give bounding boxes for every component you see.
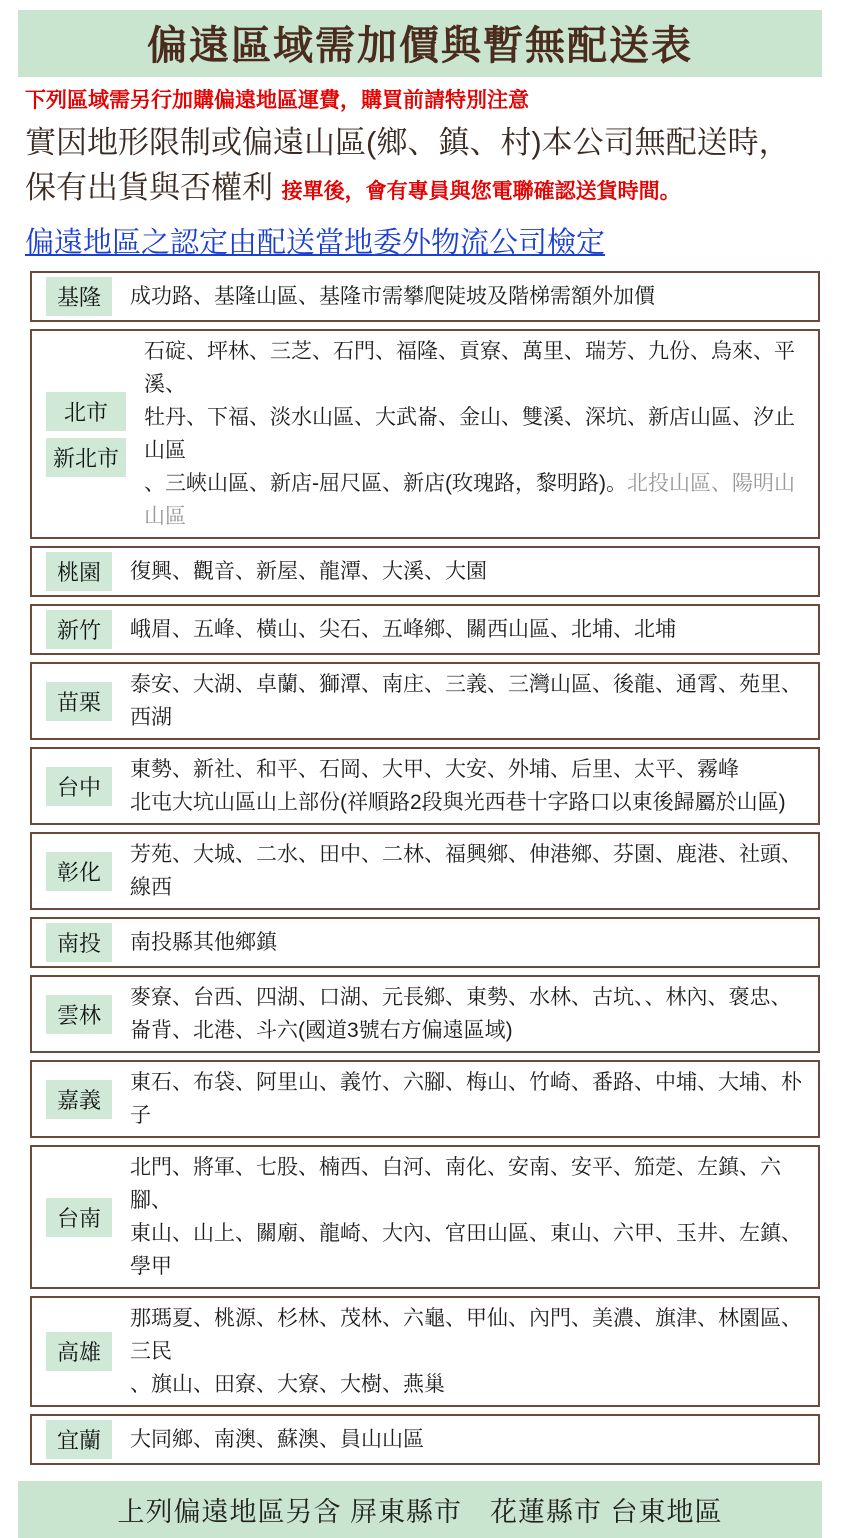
region-areas-line: 、三峽山區、新店-屈尺區、新店(玫瑰路，黎明路)。北投山區、陽明山山區 — [144, 472, 795, 528]
delivery-notice — [25, 120, 850, 214]
region-label-column — [46, 767, 112, 806]
region-areas-line: 芳苑、大城、二水、田中、二林、福興鄉、伸港鄉、芬園、鹿港、社頭、線西 — [130, 843, 802, 899]
region-label: 南投 — [46, 923, 112, 962]
region-row — [30, 1296, 820, 1407]
region-areas-line: 北門、將軍、七股、楠西、白河、南化、安南、安平、笳萣、左鎮、六腳、 — [130, 1156, 781, 1212]
region-label: 北市 — [46, 392, 126, 431]
region-label-column — [46, 1420, 112, 1459]
delivery-notice-line1: 實因地形限制或偏遠山區(鄉、鎮、村)本公司無配送時， — [25, 125, 790, 160]
region-label: 嘉義 — [46, 1080, 112, 1119]
region-row — [30, 546, 820, 597]
region-areas-text — [130, 1302, 812, 1401]
region-label-column — [46, 682, 112, 721]
region-areas-line: 東石、布袋、阿里山、義竹、六腳、梅山、竹崎、番路、中埔、大埔、朴子 — [130, 1071, 802, 1127]
region-areas-line: 成功路、基隆山區、基隆市需攀爬陡坡及階梯需額外加價 — [130, 285, 655, 308]
region-areas-text — [130, 753, 812, 819]
region-row — [30, 1145, 820, 1289]
region-row — [30, 832, 820, 910]
region-label: 宜蘭 — [46, 1420, 112, 1459]
region-label: 高雄 — [46, 1332, 112, 1371]
region-areas-line: 那瑪夏、桃源、杉林、茂林、六龜、甲仙、內門、美濃、旗津、林園區、三民 — [130, 1307, 802, 1363]
region-row — [30, 329, 820, 539]
region-table — [30, 271, 820, 1465]
region-areas-text — [130, 926, 812, 959]
region-label-column — [46, 1080, 112, 1119]
region-label: 新竹 — [46, 610, 112, 649]
region-areas-line: 東勢、新社、和平、石岡、大甲、大安、外埔、后里、太平、霧峰 — [130, 758, 739, 781]
region-label: 彰化 — [46, 852, 112, 891]
region-row — [30, 747, 820, 825]
shipping-surcharge-notice — [0, 10, 850, 1527]
delivery-notice-line2-text: 保有出貨與否權利 — [25, 170, 273, 205]
delivery-notice-line2 — [25, 165, 850, 214]
region-areas-line: 崙背、北港、斗六(國道3號右方偏遠區域) — [130, 1019, 513, 1042]
region-label: 新北市 — [46, 438, 126, 477]
page-title: 偏遠區域需加價與暫無配送表 — [18, 10, 822, 77]
region-areas-text — [130, 613, 812, 646]
region-areas-text — [130, 668, 812, 734]
region-row — [30, 662, 820, 740]
region-label-column — [46, 923, 112, 962]
region-label: 基隆 — [46, 277, 112, 316]
region-label-column — [46, 1198, 112, 1237]
region-label-column — [46, 1332, 112, 1371]
region-areas-line: 麥寮、台西、四湖、口湖、元長鄉、東勢、水林、古坑、、林內、褒忠、 — [130, 986, 792, 1009]
region-label: 苗栗 — [46, 682, 112, 721]
region-label-column — [46, 277, 112, 316]
region-areas-line: 峨眉、五峰、橫山、尖石、五峰鄉、關西山區、北埔、北埔 — [130, 618, 676, 641]
footer-banner: 上列偏遠地區另含 屏東縣市 花蓮縣市 台東地區 — [18, 1481, 822, 1538]
region-areas-text — [130, 1066, 812, 1132]
region-row — [30, 917, 820, 968]
region-areas-line: 泰安、大湖、卓蘭、獅潭、南庄、三義、三灣山區、後龍、通霄、苑里、西湖 — [130, 673, 802, 729]
region-row — [30, 604, 820, 655]
region-areas-line: 大同鄉、南澳、蘇澳、員山山區 — [130, 1428, 424, 1451]
region-label: 台中 — [46, 767, 112, 806]
region-areas-line: 、旗山、田寮、大寮、大樹、燕巢 — [130, 1373, 445, 1396]
region-areas-text — [144, 335, 812, 533]
region-areas-text — [130, 280, 812, 313]
logistics-determination-note: 偏遠地區之認定由配送當地委外物流公司檢定 — [25, 227, 606, 259]
region-row — [30, 271, 820, 322]
region-areas-gray-suffix: 北投山區、陽明山山區 — [144, 472, 795, 528]
region-label-column — [46, 610, 112, 649]
region-row — [30, 1060, 820, 1138]
region-label: 台南 — [46, 1198, 112, 1237]
region-label-column — [46, 995, 112, 1034]
region-label-column — [46, 552, 112, 591]
contact-confirmation-note: 接單後，會有專員與您電聯確認送貨時間。 — [281, 180, 681, 203]
region-areas-text — [130, 555, 812, 588]
region-areas-text — [130, 981, 812, 1047]
region-label-column — [46, 852, 112, 891]
region-areas-text — [130, 1151, 812, 1283]
region-areas-line: 石碇、坪林、三芝、石門、福隆、貢寮、萬里、瑞芳、九份、烏來、平溪、 — [144, 340, 796, 396]
region-row — [30, 1414, 820, 1465]
region-areas-line: 東山、山上、關廟、龍崎、大內、官田山區、東山、六甲、玉井、左鎮、學甲 — [130, 1222, 802, 1278]
region-areas-line: 復興、觀音、新屋、龍潭、大溪、大園 — [130, 560, 487, 583]
region-label-column — [46, 392, 126, 477]
region-areas-text — [130, 1423, 812, 1456]
region-label: 桃園 — [46, 552, 112, 591]
region-row — [30, 975, 820, 1053]
region-areas-line: 牡丹、下福、淡水山區、大武崙、金山、雙溪、深坑、新店山區、汐止山區 — [144, 406, 796, 462]
region-areas-line: 北屯大坑山區山上部份(祥順路2段與光西巷十字路口以東後歸屬於山區) — [130, 791, 786, 814]
region-label: 雲林 — [46, 995, 112, 1034]
region-areas-text — [130, 838, 812, 904]
surcharge-warning-text: 下列區域需另行加購偏遠地區運費，購買前請特別注意 — [25, 89, 529, 112]
region-areas-line: 南投縣其他鄉鎮 — [130, 931, 277, 954]
